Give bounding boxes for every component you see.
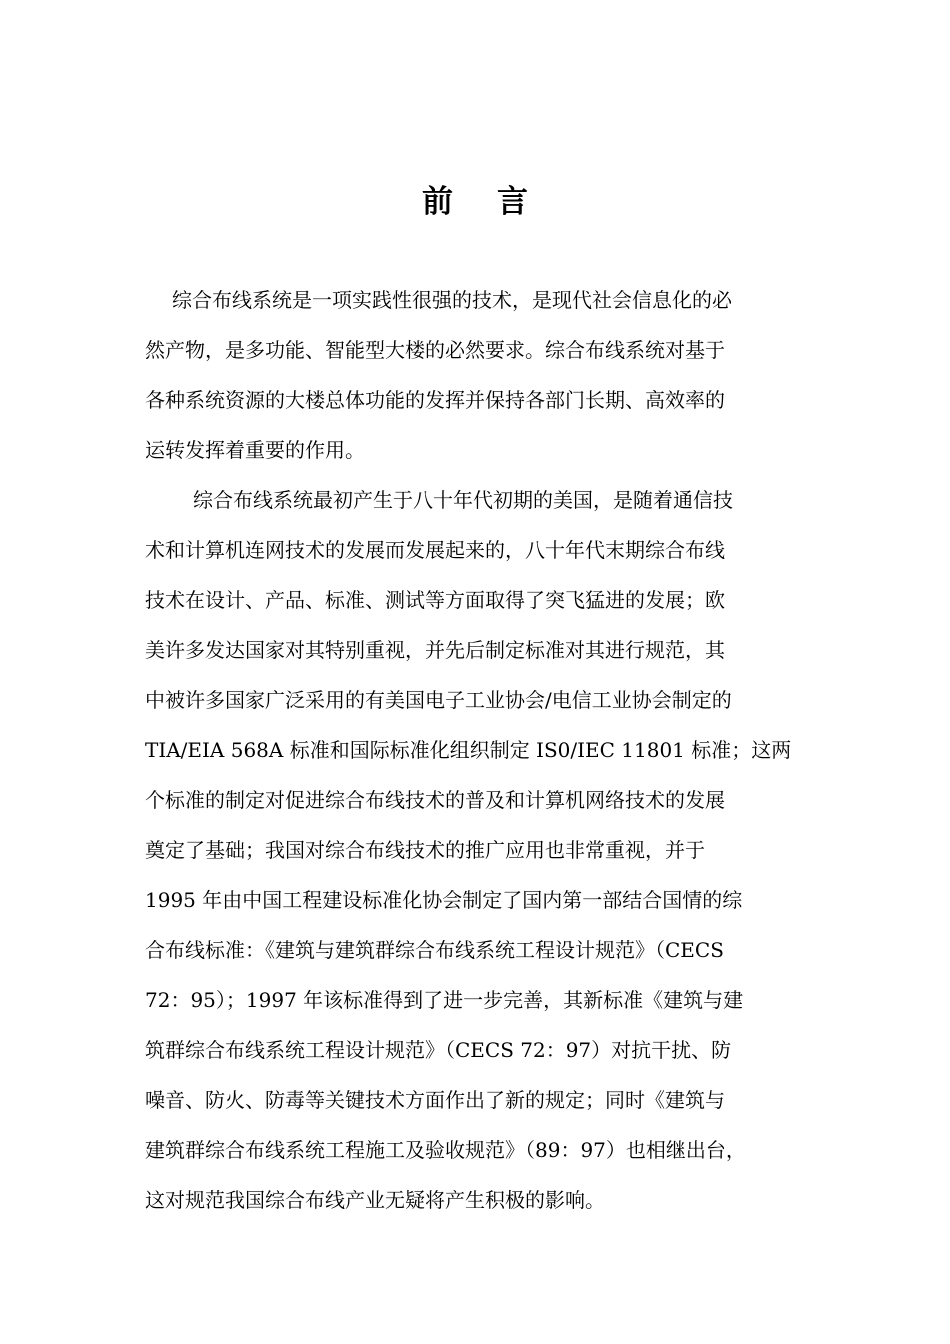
paragraph-line: 技术在设计、产品、标准、测试等方面取得了突飞猛进的发展；欧 [145, 588, 725, 612]
paragraph-line: 综合布线系统最初产生于八十年代初期的美国，是随着通信技 [193, 488, 733, 512]
paragraph-line: 72：95）；1997 年该标准得到了进一步完善，其新标准《建筑与建 [145, 988, 744, 1012]
paragraph-line: 建筑群综合布线系统工程施工及验收规范》（89：97）也相继出台， [145, 1138, 746, 1162]
paragraph-line: 运转发挥着重要的作用。 [145, 438, 365, 462]
paragraph-line: 各种系统资源的大楼总体功能的发挥并保持各部门长期、高效率的 [145, 388, 725, 412]
paragraph-line: 噪音、防火、防毒等关键技术方面作出了新的规定；同时《建筑与 [145, 1088, 725, 1112]
paragraph-line: 综合布线系统是一项实践性很强的技术，是现代社会信息化的必 [172, 288, 732, 312]
paragraph-line: 术和计算机连网技术的发展而发展起来的，八十年代末期综合布线 [145, 538, 725, 562]
paragraph-line: 合布线标准：《建筑与建筑群综合布线系统工程设计规范》（CECS [145, 938, 724, 962]
paragraph-line: 然产物，是多功能、智能型大楼的必然要求。综合布线系统对基于 [145, 338, 725, 362]
paragraph-line: 中被许多国家广泛采用的有美国电子工业协会/电信工业协会制定的 [145, 688, 732, 712]
paragraph-line: 这对规范我国综合布线产业无疑将产生积极的影响。 [145, 1188, 605, 1212]
paragraph-line: TIA/EIA 568A 标准和国际标准化组织制定 IS0/IEC 11801 标准；这两 [145, 738, 792, 762]
page-title: 前言 [422, 184, 572, 220]
paragraph-line: 美许多发达国家对其特别重视，并先后制定标准对其进行规范，其 [145, 638, 725, 662]
paragraph-line: 奠定了基础；我国对综合布线技术的推广应用也非常重视，并于 [145, 838, 705, 862]
paragraph-line: 1995 年由中国工程建设标准化协会制定了国内第一部结合国情的综 [145, 888, 743, 912]
paragraph-line: 筑群综合布线系统工程设计规范》（CECS 72：97）对抗干扰、防 [145, 1038, 732, 1062]
paragraph-line: 个标准的制定对促进综合布线技术的普及和计算机网络技术的发展 [145, 788, 725, 812]
